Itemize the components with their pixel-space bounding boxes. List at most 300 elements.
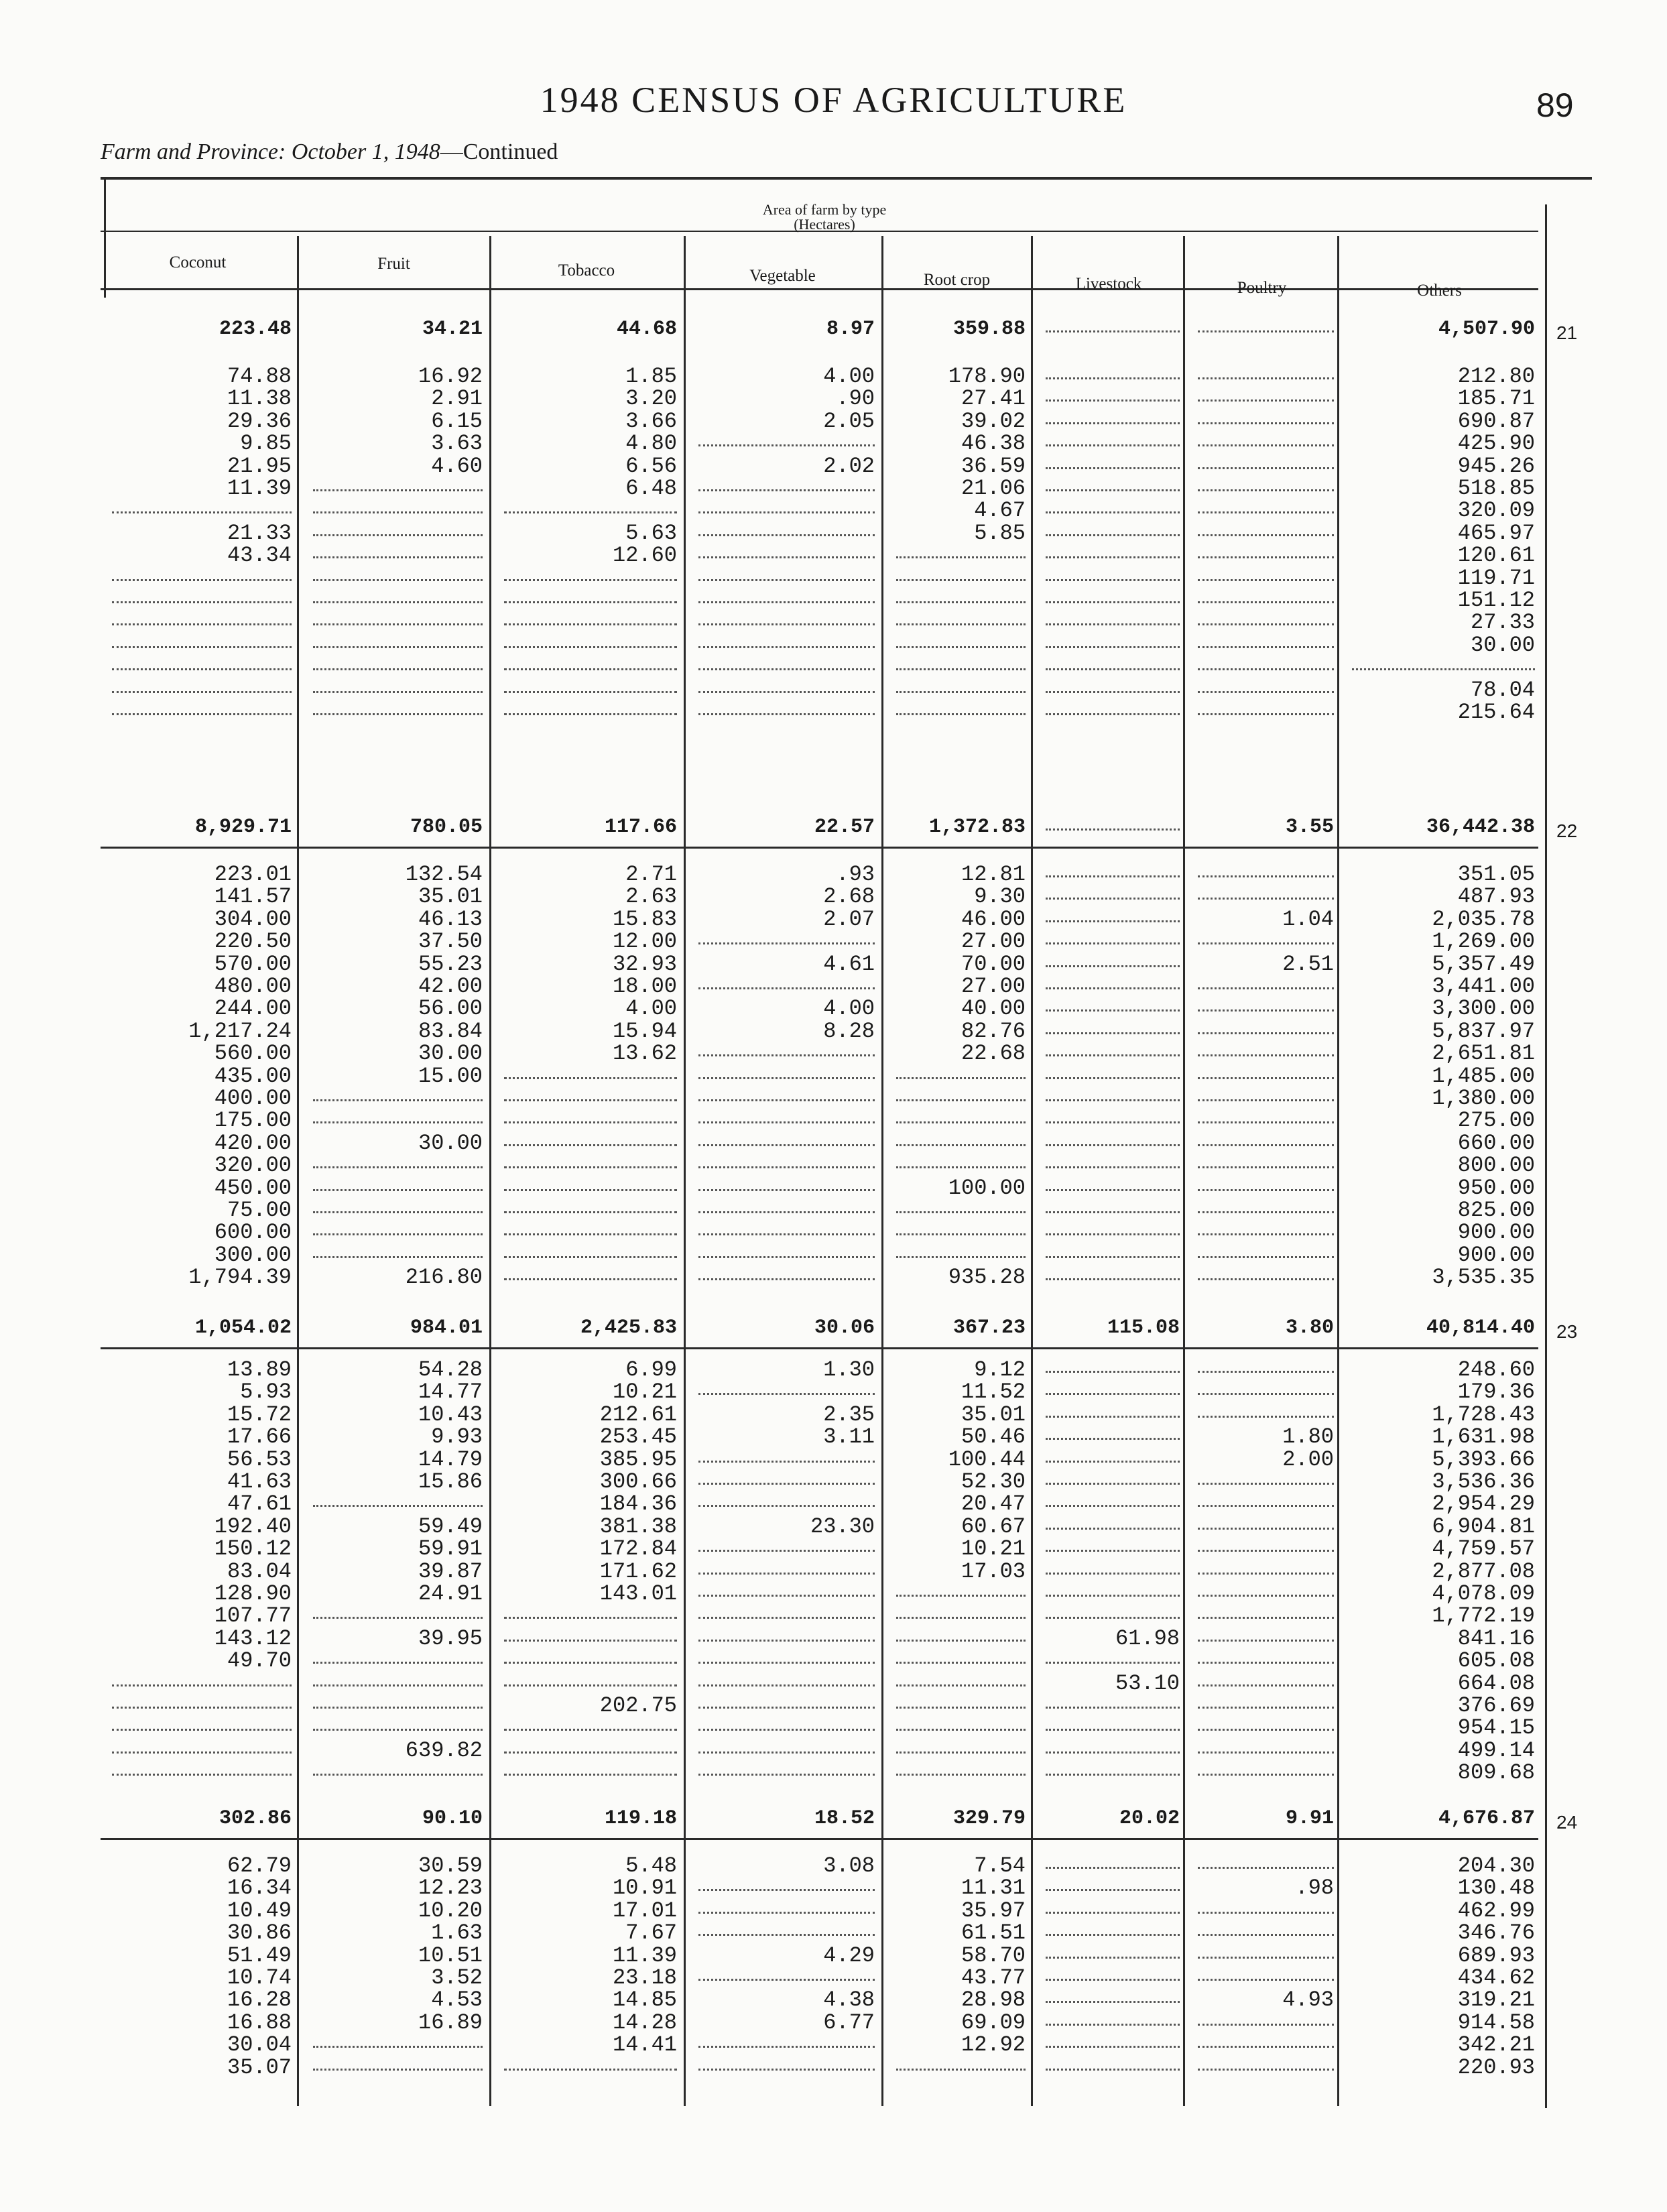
column-header-tobacco: Tobacco: [558, 261, 615, 280]
empty-cell-leader: [112, 511, 292, 513]
empty-cell-leader: [896, 1211, 1026, 1213]
empty-cell-leader: [1198, 987, 1334, 989]
empty-cell-leader: [1046, 1662, 1180, 1664]
table-cell: 53.10: [1115, 1670, 1180, 1696]
empty-cell-leader: [504, 1121, 677, 1123]
table-cell: 4.61: [823, 951, 875, 977]
table-cell: 17.03: [961, 1558, 1026, 1584]
table-cell: 4.29: [823, 1943, 875, 1968]
section-total-cell: 40,814.40: [1426, 1316, 1535, 1339]
table-cell: 5.93: [240, 1379, 292, 1405]
empty-cell-leader: [1198, 1729, 1334, 1731]
table-cell: 23.18: [612, 1965, 677, 1990]
empty-cell-leader: [313, 511, 483, 513]
table-cell: .90: [836, 386, 875, 412]
table-cell: 2.51: [1282, 951, 1334, 977]
empty-cell-leader: [504, 1617, 677, 1619]
empty-cell-leader: [1046, 1144, 1180, 1146]
empty-cell-leader: [1198, 1121, 1334, 1123]
table-cell: 3.08: [823, 1853, 875, 1878]
empty-cell-leader: [313, 1774, 483, 1776]
table-cell: 204.30: [1457, 1853, 1535, 1878]
table-cell: 841.16: [1457, 1625, 1535, 1651]
table-cell: 120.61: [1457, 543, 1535, 568]
section-total-cell: 1,054.02: [194, 1316, 292, 1339]
table-cell: 465.97: [1457, 520, 1535, 546]
empty-cell-leader: [1046, 1912, 1180, 1914]
empty-cell-leader: [1198, 511, 1334, 513]
column-rule-6: [1183, 236, 1185, 2106]
empty-cell-leader: [1046, 400, 1180, 402]
table-cell: 10.74: [227, 1965, 292, 1990]
table-cell: 570.00: [214, 951, 292, 977]
empty-cell-leader: [1198, 1684, 1334, 1686]
empty-cell-leader: [698, 1278, 875, 1280]
empty-cell-leader: [1046, 691, 1180, 693]
empty-cell-leader: [1046, 920, 1180, 922]
empty-cell-leader: [1046, 1032, 1180, 1034]
empty-cell-leader: [313, 534, 483, 536]
table-cell: 2.91: [431, 386, 483, 412]
empty-cell-leader: [896, 1166, 1026, 1168]
table-cell: 1.04: [1282, 906, 1334, 932]
table-cell: 914.58: [1457, 2010, 1535, 2035]
empty-cell-leader: [698, 668, 875, 670]
table-cell: 59.91: [418, 1536, 483, 1562]
section-total-cell: 22.57: [814, 816, 875, 839]
table-cell: 3.11: [823, 1424, 875, 1450]
table-cell: 15.83: [612, 906, 677, 932]
empty-cell-leader: [112, 1684, 292, 1686]
empty-cell-leader: [504, 511, 677, 513]
table-cell: 4.93: [1282, 1987, 1334, 2013]
empty-cell-leader: [896, 668, 1026, 670]
empty-cell-leader: [313, 489, 483, 491]
table-cell: 51.49: [227, 1943, 292, 1968]
column-rule-5: [1031, 236, 1033, 2106]
table-cell: 300.00: [214, 1242, 292, 1268]
empty-cell-leader: [698, 556, 875, 558]
table-cell: 3.63: [431, 431, 483, 456]
table-cell: 10.21: [612, 1379, 677, 1405]
column-header-coconut: Coconut: [169, 253, 227, 271]
table-cell: 21.33: [227, 520, 292, 546]
empty-cell-leader: [504, 601, 677, 603]
section-total-cell: 9.91: [1285, 1807, 1334, 1830]
empty-cell-leader: [698, 444, 875, 446]
table-cell: 29.36: [227, 408, 292, 434]
empty-cell-leader: [698, 691, 875, 693]
empty-cell-leader: [1046, 1461, 1180, 1463]
empty-cell-leader: [698, 1054, 875, 1056]
table-cell: 809.68: [1457, 1760, 1535, 1786]
empty-cell-leader: [313, 1211, 483, 1213]
table-cell: 220.93: [1457, 2054, 1535, 2080]
empty-cell-leader: [504, 691, 677, 693]
table-cell: 12.60: [612, 543, 677, 568]
table-cell: 49.70: [227, 1648, 292, 1674]
empty-cell-leader: [504, 1077, 677, 1079]
page-number: 89: [1536, 86, 1574, 124]
table-cell: 47.61: [227, 1491, 292, 1517]
empty-cell-leader: [1046, 1934, 1180, 1936]
table-cell: 27.00: [961, 974, 1026, 999]
table-cell: 130.48: [1457, 1876, 1535, 1901]
table-cell: 150.12: [214, 1536, 292, 1562]
table-cell: 351.05: [1457, 862, 1535, 887]
empty-cell-leader: [698, 1979, 875, 1981]
section-total-cell: 18.52: [814, 1807, 875, 1830]
empty-cell-leader: [1046, 1371, 1180, 1373]
section-total-cell: 44.68: [616, 318, 677, 341]
section-total-cell: 119.18: [604, 1807, 677, 1830]
empty-cell-leader: [1046, 1166, 1180, 1168]
empty-cell-leader: [1198, 1077, 1334, 1079]
table-cell: 30.59: [418, 1853, 483, 1878]
empty-cell-leader: [112, 579, 292, 581]
section-total-cell: 3.80: [1285, 1316, 1334, 1339]
empty-cell-leader: [698, 1774, 875, 1776]
table-cell: 30.86: [227, 1920, 292, 1946]
section-total-cell: 329.79: [952, 1807, 1026, 1830]
empty-cell-leader: [698, 1483, 875, 1485]
table-cell: 4.67: [974, 498, 1026, 524]
table-cell: 434.62: [1457, 1965, 1535, 1990]
column-header-poultry: Poultry: [1237, 279, 1287, 297]
empty-cell-leader: [504, 713, 677, 715]
section-total-cell: 8.97: [826, 318, 875, 341]
empty-cell-leader: [1198, 1393, 1334, 1395]
table-cell: 15.72: [227, 1402, 292, 1427]
column-header-others: Others: [1417, 282, 1462, 300]
empty-cell-leader: [1198, 2046, 1334, 2048]
table-cell: 220.50: [214, 929, 292, 955]
table-cell: 216.80: [405, 1265, 483, 1290]
table-cell: 342.21: [1457, 2032, 1535, 2058]
empty-cell-leader: [896, 691, 1026, 693]
empty-cell-leader: [1046, 1528, 1180, 1530]
empty-cell-leader: [1198, 1256, 1334, 1258]
empty-cell-leader: [698, 1934, 875, 1936]
table-cell: 690.87: [1457, 408, 1535, 434]
table-cell: 4.53: [431, 1987, 483, 2013]
empty-cell-leader: [313, 2069, 483, 2071]
empty-cell-leader: [313, 601, 483, 603]
table-cell: 172.84: [599, 1536, 677, 1562]
empty-cell-leader: [504, 623, 677, 625]
empty-cell-leader: [1198, 1662, 1334, 1664]
empty-cell-leader: [112, 1729, 292, 1731]
empty-cell-leader: [1198, 1752, 1334, 1754]
table-cell: 14.41: [612, 2032, 677, 2058]
empty-cell-leader: [1198, 623, 1334, 625]
empty-cell-leader: [1046, 377, 1180, 379]
table-cell: 1,217.24: [188, 1018, 292, 1044]
empty-cell-leader: [1198, 1054, 1334, 1056]
table-cell: 171.62: [599, 1558, 677, 1584]
column-rule-1: [297, 236, 299, 2106]
table-cell: 10.49: [227, 1898, 292, 1923]
empty-cell-leader: [504, 1166, 677, 1168]
column-header-root-crop: Root crop: [923, 271, 991, 289]
empty-cell-leader: [1198, 668, 1334, 670]
section-total-cell: 223.48: [219, 318, 292, 341]
empty-cell-leader: [1046, 1505, 1180, 1507]
table-cell: 2,035.78: [1432, 906, 1535, 932]
table-cell: .98: [1295, 1876, 1334, 1901]
empty-cell-leader: [698, 1912, 875, 1914]
section-total-cell: 20.02: [1119, 1807, 1180, 1830]
empty-cell-leader: [313, 556, 483, 558]
table-cell: 639.82: [405, 1737, 483, 1763]
group-header: [670, 202, 979, 232]
table-cell: 46.38: [961, 431, 1026, 456]
table-cell: 16.92: [418, 364, 483, 389]
table-cell: 4.80: [625, 431, 677, 456]
table-cell: 248.60: [1457, 1357, 1535, 1382]
empty-cell-leader: [1198, 377, 1334, 379]
empty-cell-leader: [698, 1393, 875, 1395]
table-cell: 27.33: [1470, 610, 1535, 635]
empty-cell-leader: [1198, 875, 1334, 877]
table-cell: 5,357.49: [1432, 951, 1535, 977]
table-cell: 689.93: [1457, 1943, 1535, 1968]
empty-cell-leader: [1198, 1278, 1334, 1280]
section-total-cell: 780.05: [410, 816, 483, 839]
table-cell: 2.63: [625, 884, 677, 910]
table-cell: 151.12: [1457, 588, 1535, 613]
empty-cell-leader: [112, 601, 292, 603]
empty-cell-leader: [698, 646, 875, 648]
table-cell: 10.20: [418, 1898, 483, 1923]
empty-cell-leader: [896, 1729, 1026, 1731]
empty-cell-leader: [504, 1662, 677, 1664]
table-cell: 1,728.43: [1432, 1402, 1535, 1427]
empty-cell-leader: [1198, 898, 1334, 900]
empty-cell-leader: [313, 1256, 483, 1258]
table-cell: 560.00: [214, 1041, 292, 1066]
table-cell: 17.01: [612, 1898, 677, 1923]
table-cell: 55.23: [418, 951, 483, 977]
table-cell: 50.46: [961, 1424, 1026, 1450]
table-cell: 41.63: [227, 1469, 292, 1494]
empty-cell-leader: [1046, 1256, 1180, 1258]
empty-cell-leader: [1046, 1054, 1180, 1056]
empty-cell-leader: [313, 1505, 483, 1507]
table-cell: 5.48: [625, 1853, 677, 1878]
table-right-rule: [1545, 204, 1547, 2108]
empty-cell-leader: [698, 1144, 875, 1146]
table-cell: 12.23: [418, 1876, 483, 1901]
empty-cell-leader: [698, 713, 875, 715]
table-cell: 30.04: [227, 2032, 292, 2058]
table-cell: 39.95: [418, 1625, 483, 1651]
table-cell: 70.00: [961, 951, 1026, 977]
table-cell: 1,772.19: [1432, 1603, 1535, 1629]
empty-cell-leader: [313, 668, 483, 670]
section-total-cell: 8,929.71: [194, 816, 292, 839]
table-cell: 27.00: [961, 929, 1026, 955]
section-total-cell: 359.88: [952, 318, 1026, 341]
table-cell: 4,759.57: [1432, 1536, 1535, 1562]
empty-cell-leader: [1198, 601, 1334, 603]
table-cell: 499.14: [1457, 1737, 1535, 1763]
empty-cell-leader: [1198, 691, 1334, 693]
table-left-rule: [104, 177, 106, 298]
table-cell: 100.44: [948, 1447, 1026, 1472]
section-total-cell: 34.21: [422, 318, 483, 341]
empty-cell-leader: [504, 1233, 677, 1235]
table-cell: 420.00: [214, 1130, 292, 1156]
empty-cell-leader: [698, 1640, 875, 1642]
table-cell: 18.00: [612, 974, 677, 999]
table-cell: 462.99: [1457, 1898, 1535, 1923]
table-cell: 1,380.00: [1432, 1086, 1535, 1111]
table-cell: 42.00: [418, 974, 483, 999]
table-cell: 945.26: [1457, 453, 1535, 479]
table-cell: 30.00: [418, 1041, 483, 1066]
table-cell: 11.52: [961, 1379, 1026, 1405]
table-cell: 60.67: [961, 1514, 1026, 1539]
empty-cell-leader: [313, 1099, 483, 1101]
empty-cell-leader: [698, 534, 875, 536]
empty-cell-leader: [1198, 2069, 1334, 2071]
empty-cell-leader: [112, 1752, 292, 1754]
table-cell: 11.31: [961, 1876, 1026, 1901]
table-cell: 39.87: [418, 1558, 483, 1584]
empty-cell-leader: [698, 623, 875, 625]
empty-cell-leader: [1198, 1550, 1334, 1552]
empty-cell-leader: [896, 1233, 1026, 1235]
table-cell: 83.84: [418, 1018, 483, 1044]
empty-cell-leader: [1352, 668, 1535, 670]
empty-cell-leader: [1198, 534, 1334, 536]
table-cell: 7.67: [625, 1920, 677, 1946]
empty-cell-leader: [896, 1617, 1026, 1619]
table-cell: 4.00: [823, 996, 875, 1022]
table-cell: 82.76: [961, 1018, 1026, 1044]
empty-cell-leader: [1198, 489, 1334, 491]
empty-cell-leader: [1046, 444, 1180, 446]
empty-cell-leader: [504, 1774, 677, 1776]
table-cell: 300.66: [599, 1469, 677, 1494]
table-cell: 9.12: [974, 1357, 1026, 1382]
table-cell: 46.13: [418, 906, 483, 932]
table-cell: 74.88: [227, 364, 292, 389]
empty-cell-leader: [1046, 1979, 1180, 1981]
empty-cell-leader: [698, 1889, 875, 1891]
empty-cell-leader: [1046, 1009, 1180, 1011]
empty-cell-leader: [1046, 2069, 1180, 2071]
table-cell: 2.07: [823, 906, 875, 932]
table-cell: 14.79: [418, 1447, 483, 1472]
empty-cell-leader: [504, 1640, 677, 1642]
column-rule-2: [489, 236, 491, 2106]
empty-cell-leader: [313, 1189, 483, 1191]
table-cell: 35.01: [418, 884, 483, 910]
empty-cell-leader: [896, 1707, 1026, 1709]
table-cell: 35.97: [961, 1898, 1026, 1923]
table-cell: 13.89: [227, 1357, 292, 1382]
empty-cell-leader: [1198, 1189, 1334, 1191]
empty-cell-leader: [504, 1144, 677, 1146]
section-total-cell: 4,676.87: [1438, 1807, 1535, 1830]
empty-cell-leader: [698, 1617, 875, 1619]
empty-cell-leader: [1198, 1416, 1334, 1418]
empty-cell-leader: [1046, 2001, 1180, 2003]
empty-cell-leader: [698, 1595, 875, 1597]
table-cell: 304.00: [214, 906, 292, 932]
table-cell: 62.79: [227, 1853, 292, 1878]
table-top-rule: [101, 177, 1592, 180]
empty-cell-leader: [698, 1662, 875, 1664]
empty-cell-leader: [313, 579, 483, 581]
empty-cell-leader: [1198, 1233, 1334, 1235]
table-cell: 43.77: [961, 1965, 1026, 1990]
empty-cell-leader: [1046, 330, 1180, 332]
table-cell: 100.00: [948, 1175, 1026, 1201]
table-cell: 2.02: [823, 453, 875, 479]
table-cell: 179.36: [1457, 1379, 1535, 1405]
table-cell: 12.81: [961, 862, 1026, 887]
table-cell: 435.00: [214, 1063, 292, 1089]
empty-cell-leader: [896, 1595, 1026, 1597]
empty-cell-leader: [698, 601, 875, 603]
table-cell: 212.80: [1457, 364, 1535, 389]
empty-cell-leader: [504, 668, 677, 670]
table-cell: 5,837.97: [1432, 1018, 1535, 1044]
empty-cell-leader: [1046, 489, 1180, 491]
table-cell: 56.53: [227, 1447, 292, 1472]
table-cell: 9.30: [974, 884, 1026, 910]
empty-cell-leader: [1198, 1867, 1334, 1869]
empty-cell-leader: [1198, 400, 1334, 402]
empty-cell-leader: [896, 1077, 1026, 1079]
section-total-cell: 115.08: [1107, 1316, 1180, 1339]
table-cell: 175.00: [214, 1108, 292, 1133]
table-cell: 320.09: [1457, 498, 1535, 524]
empty-cell-leader: [112, 668, 292, 670]
empty-cell-leader: [1198, 467, 1334, 469]
section-total-cell: 1,372.83: [928, 816, 1026, 839]
table-cell: 46.00: [961, 906, 1026, 932]
table-cell: 900.00: [1457, 1242, 1535, 1268]
table-cell: 954.15: [1457, 1715, 1535, 1741]
empty-cell-leader: [504, 1752, 677, 1754]
empty-cell-leader: [1198, 713, 1334, 715]
table-cell: 223.01: [214, 862, 292, 887]
table-cell: 14.77: [418, 1379, 483, 1405]
table-cell: 3,441.00: [1432, 974, 1535, 999]
subtitle-continued: —Continued: [440, 139, 558, 164]
empty-cell-leader: [1198, 646, 1334, 648]
empty-cell-leader: [896, 646, 1026, 648]
empty-cell-leader: [698, 1573, 875, 1575]
table-cell: 69.09: [961, 2010, 1026, 2035]
table-cell: 376.69: [1457, 1693, 1535, 1718]
table-cell: 9.93: [431, 1424, 483, 1450]
table-cell: 5.63: [625, 520, 677, 546]
empty-cell-leader: [896, 1684, 1026, 1686]
table-cell: 12.00: [612, 929, 677, 955]
table-cell: 4,078.09: [1432, 1581, 1535, 1606]
empty-cell-leader: [1046, 875, 1180, 877]
table-cell: 1.80: [1282, 1424, 1334, 1450]
empty-cell-leader: [313, 623, 483, 625]
table-cell: 6.48: [625, 476, 677, 501]
row-number: 23: [1556, 1321, 1578, 1342]
empty-cell-leader: [504, 1729, 677, 1731]
